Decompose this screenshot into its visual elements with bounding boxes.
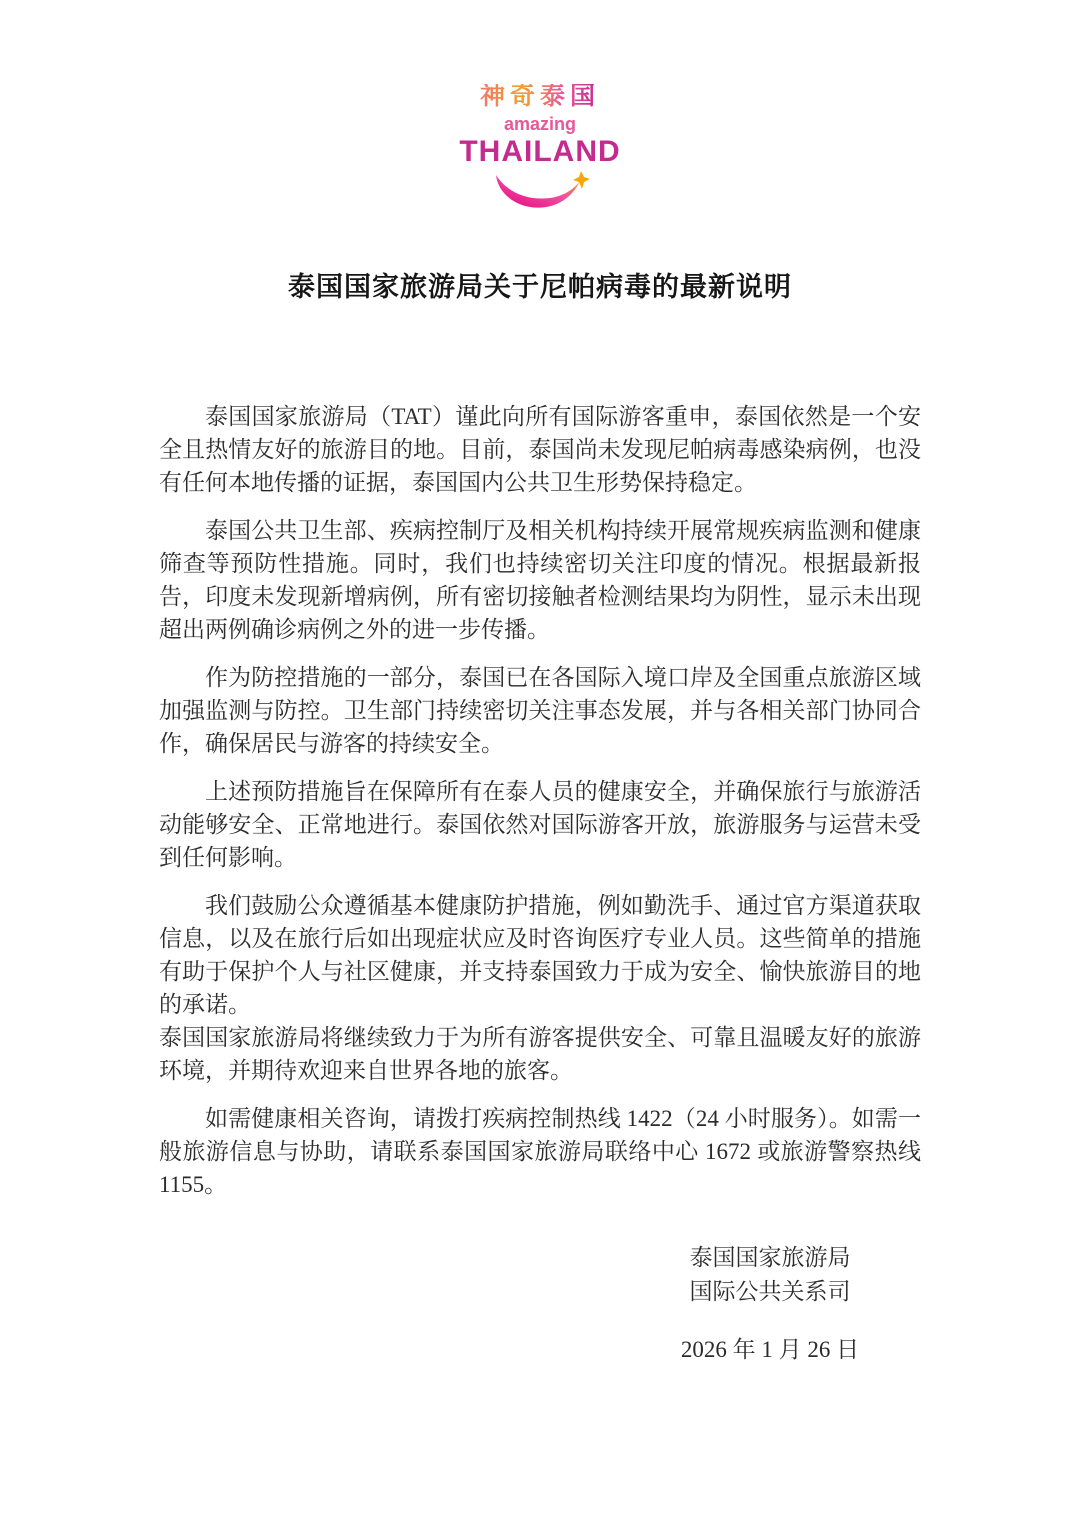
signature-block bbox=[595, 1241, 945, 1367]
logo-thailand-text: THAILAND bbox=[459, 135, 621, 168]
signature-organization: 泰国国家旅游局 bbox=[689, 1245, 851, 1270]
document-body bbox=[159, 400, 921, 1367]
paragraph-surveillance: 泰国公共卫生部、疾病控制厅及相关机构持续开展常规疾病监测和健康筛查等预防性措施。同时，我们也持续密切关注印度的情况。根据最新报告，印度未发现新增病例，所有密切接触者检测结果均为阴性，显示未出现超出两例确诊病例之外的进一步传播。 bbox=[159, 518, 921, 642]
signature-date: 2026 年 1 月 26 日 bbox=[680, 1337, 860, 1362]
paragraph-tourism-open: 上述预防措施旨在保障所有在泰人员的健康安全，并确保旅行与旅游活动能够安全、正常地进行。泰国依然对国际游客开放，旅游服务与运营未受到任何影响。 bbox=[159, 779, 921, 870]
paragraph-border-control: 作为防控措施的一部分，泰国已在各国际入境口岸及全国重点旅游区域加强监测与防控。卫生部门持续密切关注事态发展，并与各相关部门协同合作，确保居民与游客的持续安全。 bbox=[159, 665, 921, 756]
amazing-thailand-logo bbox=[0, 0, 1080, 213]
signature-department: 国际公共关系司 bbox=[689, 1279, 851, 1304]
logo-amazing-text: amazing bbox=[503, 114, 577, 134]
thailand-swoosh-icon bbox=[0, 169, 1080, 213]
paragraph-hotlines: 如需健康相关咨询，请拨打疾病控制热线 1422（24 小时服务）。如需一般旅游信息与协助，请联系泰国国家旅游局联络中心 1672 或旅游警察热线 1155。 bbox=[159, 1106, 922, 1197]
paragraph-health-advice: 我们鼓励公众遵循基本健康防护措施，例如勤洗手、通过官方渠道获取信息，以及在旅行后如出现症状应及时咨询医疗专业人员。这些简单的措施有助于保护个人与社区健康，并支持泰国致力于成为安全、愉快旅游目的地的承诺。 bbox=[159, 893, 921, 1017]
page-title: 泰国国家旅游局关于尼帕病毒的最新说明 bbox=[288, 272, 792, 302]
paragraph-commitment: 泰国国家旅游局将继续致力于为所有游客提供安全、可靠且温暖友好的旅游环境，并期待欢迎来自世界各地的旅客。 bbox=[159, 1025, 921, 1083]
logo-chinese-text: 神奇泰国 bbox=[479, 82, 600, 110]
paragraph-reassurance: 泰国国家旅游局（TAT）谨此向所有国际游客重申，泰国依然是一个安全且热情友好的旅游目的地。目前，泰国尚未发现尼帕病毒感染病例，也没有任何本地传播的证据，泰国国内公共卫生形势保持稳定。 bbox=[159, 404, 921, 495]
